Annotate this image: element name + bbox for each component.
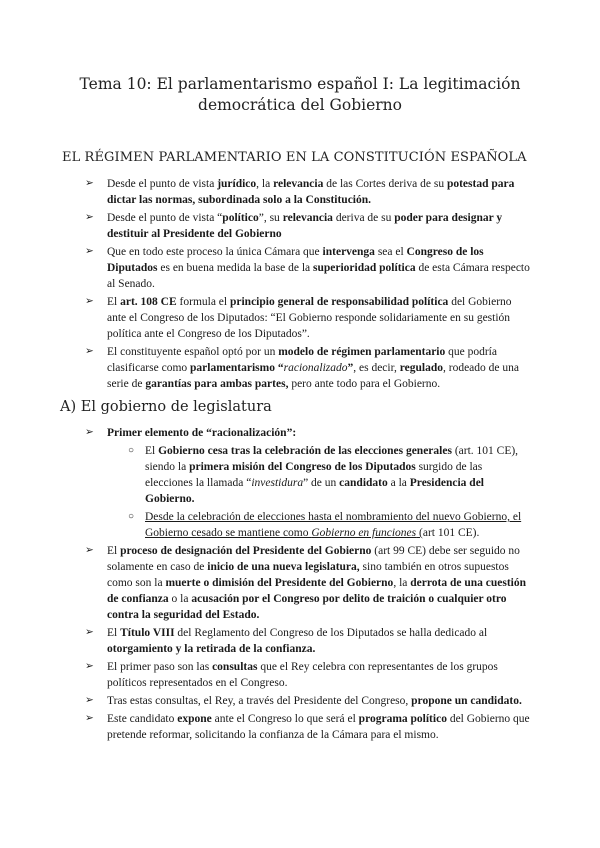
arrow-bullet-icon: ➢ xyxy=(85,627,94,638)
text-run: Desde el punto de vista “ xyxy=(107,212,223,224)
text-run: inicio de una nueva legislatura, xyxy=(207,561,360,573)
text-run: Congreso de los Diputados xyxy=(107,246,484,274)
arrow-bullet-icon: ➢ xyxy=(85,545,94,556)
text-run: del Gobierno ante el Congreso de los Diputados: “El Gobierno responde solidariamente en su gestión política ante el Congreso de los Diputados”. xyxy=(107,296,512,340)
text-run: formula el xyxy=(176,296,230,308)
text-run: Gobierno en funciones xyxy=(311,527,417,539)
text-run: del Reglamento del Congreso de los Diputados se halla dedicado al xyxy=(174,627,488,639)
text-run: art 101 CE). xyxy=(422,527,480,539)
text-run: deriva de su xyxy=(332,212,395,224)
text-run: político xyxy=(222,212,259,224)
sub-list-item xyxy=(0,509,600,541)
text-run: ” de un xyxy=(303,477,340,489)
list-item xyxy=(0,176,600,208)
text-run: racionalizado xyxy=(283,362,348,374)
text-run: sea el xyxy=(374,246,407,258)
text-run: relevancia xyxy=(273,178,324,190)
section2-bullet-list xyxy=(0,425,600,745)
text-run: Tras estas consultas, el Rey, a través del Presidente del Congreso, xyxy=(107,695,412,707)
text-run: jurídico xyxy=(217,178,257,190)
text-run: El primer paso son las xyxy=(107,661,213,673)
text-run: Presidencia del Gobierno. xyxy=(145,477,484,505)
list-item xyxy=(0,711,600,743)
text-run: potestad para dictar las normas, subordinada solo a la Constitución. xyxy=(107,178,515,206)
text-run: candidato xyxy=(339,477,388,489)
text-run: , rodeado de una serie de xyxy=(107,362,519,390)
text-run: proceso de designación del Presidente del Gobierno xyxy=(120,545,372,557)
text-run: , la xyxy=(393,577,411,589)
text-run: acusación por el Congreso por delito de traición o cualquier otro contra la seguridad del Estado. xyxy=(107,593,507,621)
text-run: relevancia xyxy=(282,212,333,224)
section-heading-gobierno-legislatura: A) El gobierno de legislatura xyxy=(60,399,272,415)
list-item xyxy=(0,294,600,342)
text-run: El constituyente español optó por un xyxy=(107,346,279,358)
text-run: principio general de responsabilidad política xyxy=(229,296,449,308)
text-run: Título VIII xyxy=(120,627,175,639)
text-run: muerte o dimisión del Presidente del Gobierno xyxy=(165,577,394,589)
arrow-bullet-icon: ➢ xyxy=(85,661,94,672)
text-run: art. 108 CE xyxy=(120,296,177,308)
text-run: (art 99 CE) debe ser seguido no solamente en caso de xyxy=(107,545,520,573)
arrow-bullet-icon: ➢ xyxy=(85,695,94,706)
text-run: (art. 101 CE), siendo la xyxy=(145,445,519,473)
text-run: que podría clasificarse como xyxy=(107,346,497,374)
list-item xyxy=(0,244,600,292)
list-item xyxy=(0,210,600,242)
text-run: poder para designar y destituir al Presidente del Gobierno xyxy=(107,212,503,240)
sub-list-item xyxy=(0,443,600,507)
text-run: propone un candidato. xyxy=(411,695,522,707)
list-item xyxy=(0,693,600,709)
text-run: del Gobierno que pretende reformar, solicitando la confianza de la Cámara para el mismo. xyxy=(107,713,530,741)
text-run: expone xyxy=(177,713,212,725)
text-run: programa político xyxy=(358,713,447,725)
text-run: El xyxy=(107,545,121,557)
section1-bullet-list xyxy=(0,176,600,394)
title-line-1: Tema 10: El parlamentarismo español I: La legitimación xyxy=(79,75,521,93)
text-run: que el Rey celebra con representantes de los grupos políticos representados en el Congreso. xyxy=(107,661,498,689)
list-item xyxy=(0,659,600,691)
text-run: primera misión del Congreso de los Diputados xyxy=(189,461,416,473)
text-run: de las Cortes deriva de su xyxy=(323,178,447,190)
text-run: El xyxy=(107,296,121,308)
arrow-bullet-icon: ➢ xyxy=(85,178,94,189)
text-run: Primer elemento de “racionalización”: xyxy=(107,427,297,439)
text-run: regulado xyxy=(399,362,443,374)
text-run: El xyxy=(145,445,159,457)
text-run: otorgamiento y la retirada de la confianza. xyxy=(107,643,316,655)
text-run: superioridad política xyxy=(313,262,416,274)
text-run: , es decir, xyxy=(353,362,400,374)
text-run: ” xyxy=(347,362,354,374)
text-run: a la xyxy=(387,477,410,489)
arrow-bullet-icon: ➢ xyxy=(85,427,94,438)
text-run: de esta Cámara respecto al Senado. xyxy=(107,262,530,290)
text-run: Este candidato xyxy=(107,713,178,725)
circle-bullet-icon: ○ xyxy=(128,445,135,456)
text-run: Gobierno cesa tras la celebración de las elecciones generales xyxy=(158,445,452,457)
text-run: Desde la celebración de elecciones hasta el nombramiento del nuevo Gobierno, el Gobierno cesado se mantiene como xyxy=(145,511,522,539)
list-item xyxy=(0,425,600,441)
text-run: o la xyxy=(168,593,192,605)
text-run: ”, su xyxy=(258,212,283,224)
text-run: sino también en otros supuestos como son la xyxy=(107,561,509,589)
arrow-bullet-icon: ➢ xyxy=(85,346,94,357)
circle-bullet-icon: ○ xyxy=(128,511,135,522)
text-run: consultas xyxy=(212,661,258,673)
text-run: Desde el punto de vista xyxy=(107,178,218,190)
text-run: , la xyxy=(256,178,274,190)
arrow-bullet-icon: ➢ xyxy=(85,713,94,724)
arrow-bullet-icon: ➢ xyxy=(85,212,94,223)
page-title xyxy=(60,74,540,116)
text-run: parlamentarismo “ xyxy=(190,362,284,374)
text-run: ( xyxy=(416,527,423,539)
text-run: surgido de las elecciones la llamada “ xyxy=(145,461,483,489)
text-run: investidura xyxy=(251,477,304,489)
text-run: Que en todo este proceso la única Cámara que xyxy=(107,246,323,258)
text-run: pero ante todo para el Gobierno. xyxy=(288,378,441,390)
text-run: derrota de una cuestión de confianza xyxy=(107,577,526,605)
arrow-bullet-icon: ➢ xyxy=(85,246,94,257)
text-run: es en buena medida la base de la xyxy=(157,262,314,274)
text-run: ante el Congreso lo que será el xyxy=(211,713,359,725)
text-run: modelo de régimen parlamentario xyxy=(278,346,446,358)
title-line-2: democrática del Gobierno xyxy=(198,96,402,114)
list-item xyxy=(0,543,600,623)
text-run: El xyxy=(107,627,121,639)
list-item xyxy=(0,344,600,392)
section-heading-regimen: EL RÉGIMEN PARLAMENTARIO EN LA CONSTITUCIÓN ESPAÑOLA xyxy=(62,150,527,165)
list-item xyxy=(0,625,600,657)
text-run: intervenga xyxy=(322,246,375,258)
text-run: garantías para ambas partes, xyxy=(145,378,289,390)
arrow-bullet-icon: ➢ xyxy=(85,296,94,307)
